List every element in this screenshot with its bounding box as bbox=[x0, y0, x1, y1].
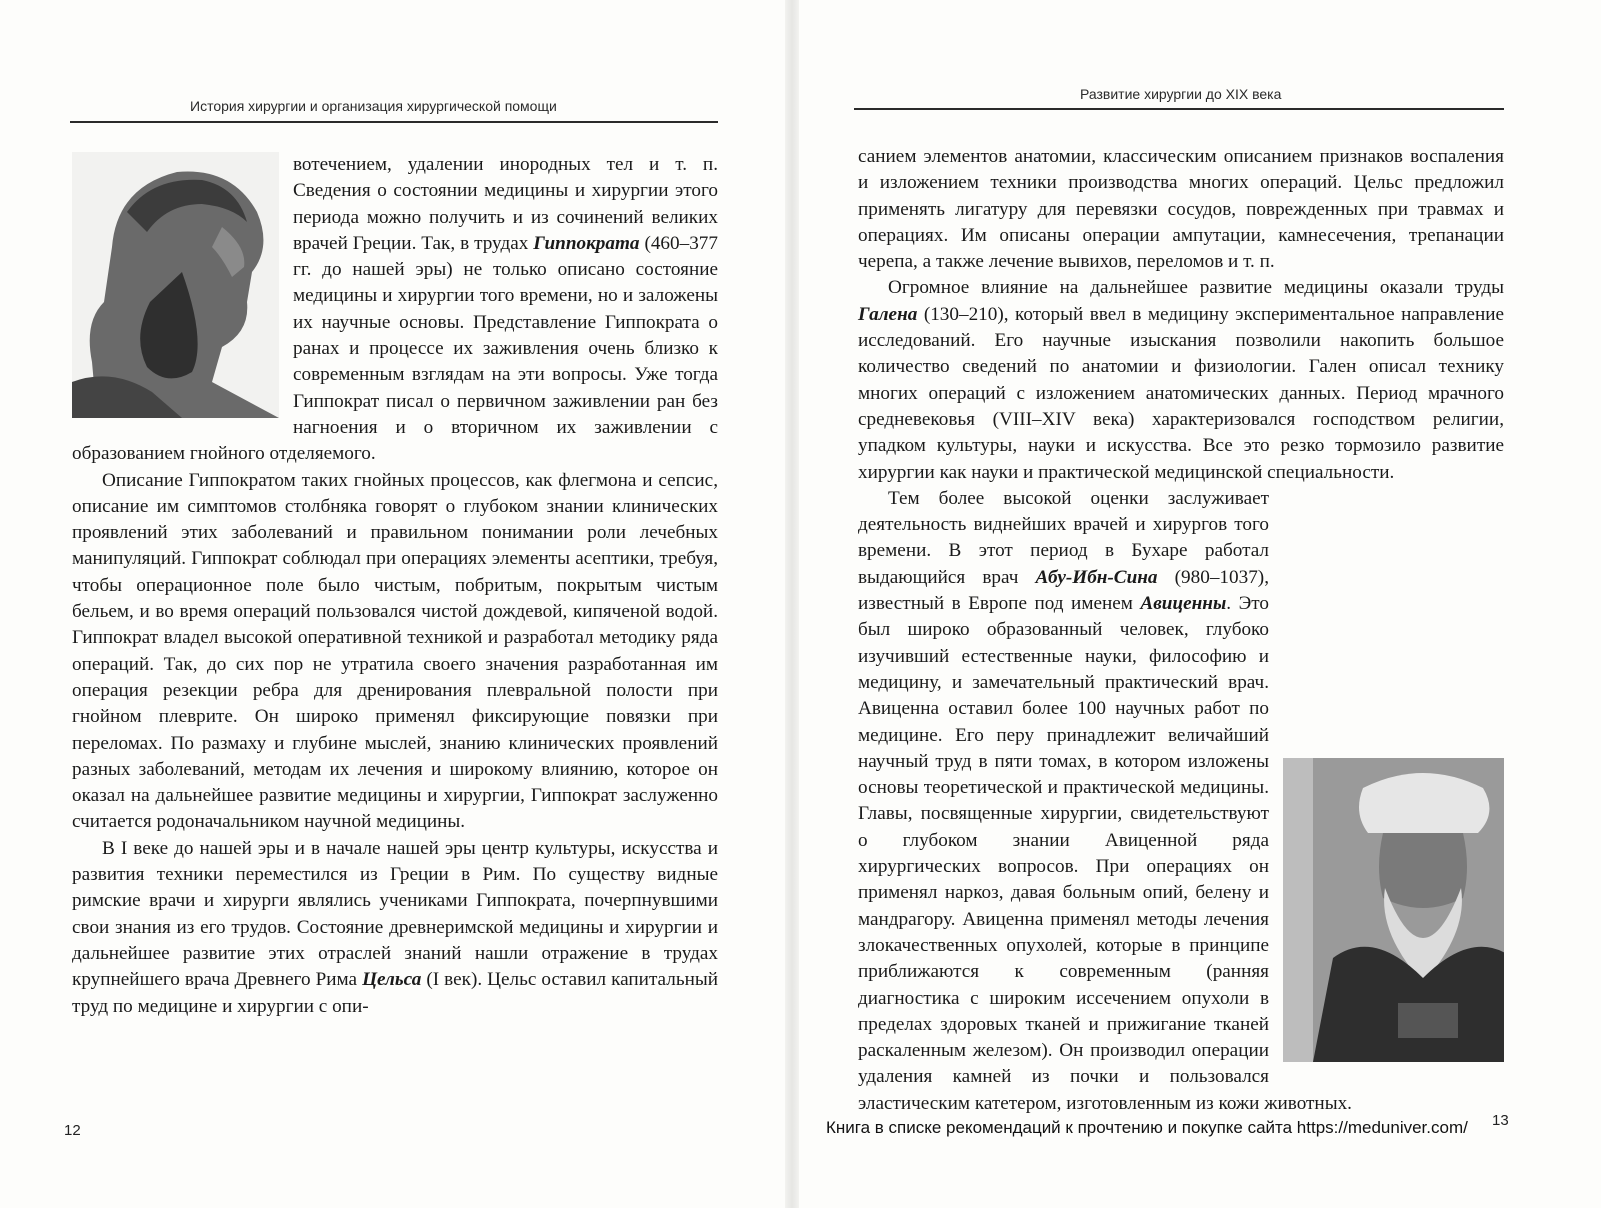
right-paragraph-1: санием элементов анатомии, классическим описанием признаков воспаления и изложением техники производства многих операций. Цельс предложил применять лигатуру для перевязки сосудов, поврежденных при травмах и операциях. Им описаны операции ампутации, камнесечения, трепанации черепа, а также лечение вывихов, переломов и т. п. bbox=[858, 146, 1504, 273]
right-header-rule bbox=[854, 108, 1504, 110]
person-name: Цельса bbox=[362, 969, 422, 991]
left-paragraph-1: вотечением, удалении инородных тел и т. п. Сведения о состоянии медицины и хирургии этого периода можно получить и из сочинений великих врачей Греции. Так, в трудах Гиппократа (460–377 гг. до нашей эры) не только описано состояние медицины и хирургии того времени, но и заложены их научные основы. Представление Гиппократа о ранах и процессе их заживления очень близко к современным взглядам на эти вопросы. Уже тогда Гиппократ писал о первичном заживлении ран без нагноения и о вторичном их заживлении с образованием гнойного отделяемого. bbox=[72, 154, 718, 465]
hippocrates-portrait bbox=[72, 152, 279, 418]
left-paragraph-3: В I веке до нашей эры и в начале нашей эры центр культуры, искусства и развития техники переместился из Греции в Рим. По существу видные римские врачи и хирурги являлись учениками Гиппократа, почерпнувшими свои знания из его трудов. Состояние древнеримской медицины и хирургии и дальнейшее развитие этих отраслей знаний нашли отражение в трудах крупнейшего врача Древнего Рима Цельса (I век). Цельс оставил капитальный труд по медицине и хирургии с опи- bbox=[72, 837, 718, 1017]
avicenna-image bbox=[1313, 758, 1504, 1062]
left-paragraph-2: Описание Гиппократом таких гнойных процессов, как флегмона и сепсис, описание им симптомов столбняка говорят о глубоком знании клинических проявлений этих заболеваний и правильном понимании роли лечебных манипуляций. Гиппократ соблюдал при операциях элементы асептики, требуя, чтобы операционное поле было чистым, побритым, покрытым чистым бельем, и во время операций пользовался чистой дождевой, кипяченой водой. Гиппократ владел высокой оперативной техникой и разработал методику ряда операций. Так, до сих пор не утратила своего значения разработанная им операция резекции ребра для дренирования плевральной полости при гнойном плеврите. Он широко применял фиксирующие повязки при переломах. По размаху и глубине мыслей, знанию клинических проявлений разных заболеваний, методам их лечения и широкому влиянию, которое он оказал на дальнейшее развитие медицины и хирургии, Гиппократ заслуженно считается родоначальником научной медицины. bbox=[72, 469, 718, 833]
person-name: Гиппократа bbox=[533, 232, 640, 254]
avicenna-portrait bbox=[1283, 758, 1504, 1062]
right-paragraph-2: Огромное влияние на дальнейшее развитие медицины оказали труды Галена (130–210), который ввел в медицину экспериментальное направление исследований. Его научные изыскания позволили накопить большое количество сведений по анатомии и физиологии. Гален описал технику многих операций с изложением анатомических данных. Период мрачного средневековья (VIII–XIV века) характеризовался господством религии, упадком культуры, науки и искусства. Все это резко тормозило развитие хирургии как науки и практической медицинской специальности. bbox=[858, 277, 1504, 483]
left-running-header: История хирургии и организация хирургической помощи bbox=[190, 98, 557, 114]
person-name: Галена bbox=[858, 303, 918, 325]
left-body-text bbox=[72, 152, 718, 1020]
hippocrates-bust-image bbox=[72, 152, 279, 418]
left-page-number: 12 bbox=[64, 1122, 81, 1139]
person-name: Абу-Ибн-Сина bbox=[1035, 566, 1158, 588]
left-header-rule bbox=[70, 121, 718, 123]
right-page bbox=[790, 0, 1601, 1208]
right-running-header: Развитие хирургии до XIX века bbox=[1080, 86, 1282, 102]
person-name: Авиценны bbox=[1140, 593, 1227, 615]
site-recommendation-note: Книга в списке рекомендаций к прочтению и покупке сайта https://meduniver.com/ bbox=[826, 1118, 1468, 1137]
right-body-text bbox=[858, 144, 1504, 1117]
left-page bbox=[0, 0, 790, 1208]
right-page-number: 13 bbox=[1492, 1112, 1509, 1129]
right-paragraph-3: Тем более высокой оценки заслуживает деятельность виднейших врачей и хирургов того времени. В этот период в Бухаре работал выдающийся врач Абу-Ибн-Сина (980–1037), известный в Европе под именем Авиценны. Это был широко образованный человек, глубоко изучивший естественные науки, философию и медицину, и замечательный практический врач. Авиценна оставил более 100 научных работ по медицине. Его перу принадлежит величайший научный труд в пяти томах, в котором изложены основы теоретической и практической медицины. Главы, посвященные хирургии, свидетельствуют о глубоком знании Авиценной ряда хирургических вопросов. При операциях он применял наркоз, давая больным опий, белену и мандрагору. Авиценна применял методы лечения злокачественных опухолей, которые в принципе приближаются к современным (ранняя диагностика с широким иссечением опухоли в пределах здоровых тканей и прижигание тканей раскаленным железом). Он производил операции удаления камней из почки и пользовался эластическим катетером, изготовленным из кожи животных. bbox=[858, 486, 1504, 1117]
